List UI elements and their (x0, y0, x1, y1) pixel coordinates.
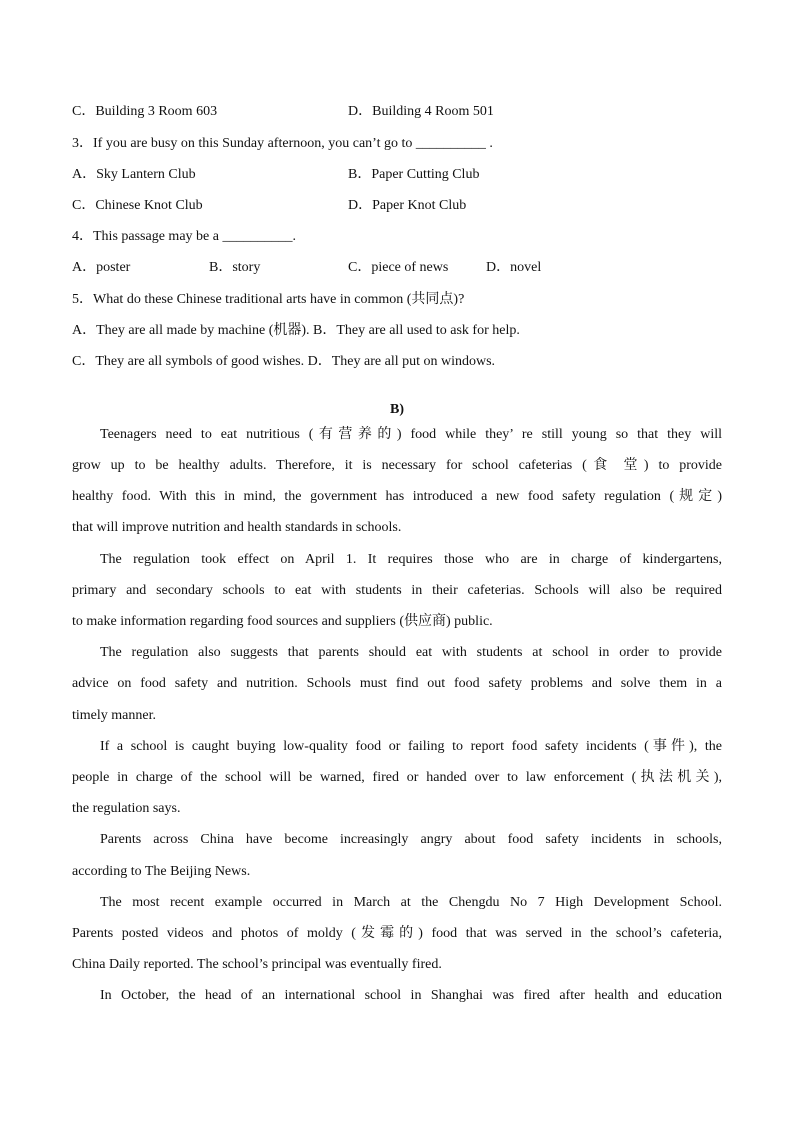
q5-options-cd: C．They are all symbols of good wishes. D．They are all put on windows. (72, 354, 496, 369)
passage-line: In October, the head of an international school in Shanghai was fired after health and education (100, 988, 722, 1003)
q2-option-c: C．Building 3 Room 603 (72, 104, 218, 119)
passage-line: healthy food. With this in mind, the government has introduced a new food safety regulation (规定) (72, 489, 722, 504)
q5-stem: 5．What do these Chinese traditional arts have in common (共同点)? (72, 292, 465, 307)
passage-line: timely manner. (72, 708, 156, 723)
passage-line: Parents across China have become increasingly angry about food safety incidents in schools, (100, 832, 722, 847)
q4-option-b: B．story (209, 260, 261, 275)
passage-line: Teenagers need to eat nutritious (有营养的) food while they’ re still young so that they will (100, 427, 722, 442)
passage-line: If a school is caught buying low-quality food or failing to report food safety incidents (事件), the (100, 739, 722, 754)
passage-line: The regulation also suggests that parents should eat with students at school in order to provide (100, 645, 722, 660)
passage-line: The regulation took effect on April 1. It requires those who are in charge of kindergartens, (100, 552, 722, 567)
q3-option-d: D．Paper Knot Club (348, 198, 467, 213)
passage-line: grow up to be healthy adults. Therefore, it is necessary for school cafeterias (食 堂) to provide (72, 458, 722, 473)
passage-line: that will improve nutrition and health standards in schools. (72, 520, 402, 535)
passage-line: China Daily reported. The school’s principal was eventually fired. (72, 957, 442, 972)
q2-option-d: D．Building 4 Room 501 (348, 104, 494, 119)
section-heading: B) (390, 402, 404, 417)
passage-line: Parents posted videos and photos of moldy (发霉的) food that was served in the school’s cafeteria, (72, 926, 722, 941)
passage-line: The most recent example occurred in March at the Chengdu No 7 High Development School. (100, 895, 722, 910)
q4-option-a: A．poster (72, 260, 131, 275)
q4-stem: 4．This passage may be a __________. (72, 229, 296, 244)
q3-option-b: B．Paper Cutting Club (348, 167, 480, 182)
q4-option-d: D．novel (486, 260, 542, 275)
passage-line: according to The Beijing News. (72, 864, 251, 879)
q3-option-c: C．Chinese Knot Club (72, 198, 203, 213)
passage-line: to make information regarding food sources and suppliers (供应商) public. (72, 614, 493, 629)
q3-stem: 3．If you are busy on this Sunday afternoon, you can’t go to __________ . (72, 136, 493, 151)
passage-line: the regulation says. (72, 801, 181, 816)
q5-options-ab: A．They are all made by machine (机器). B．They are all used to ask for help. (72, 323, 520, 338)
q3-option-a: A．Sky Lantern Club (72, 167, 196, 182)
passage-line: advice on food safety and nutrition. Schools must find out food safety problems and solve them in a (72, 676, 722, 691)
passage-line: people in charge of the school will be warned, fired or handed over to law enforcement (执法机关), (72, 770, 722, 785)
passage-line: primary and secondary schools to eat with students in their cafeterias. Schools will also be required (72, 583, 722, 598)
q4-option-c: C．piece of news (348, 260, 449, 275)
